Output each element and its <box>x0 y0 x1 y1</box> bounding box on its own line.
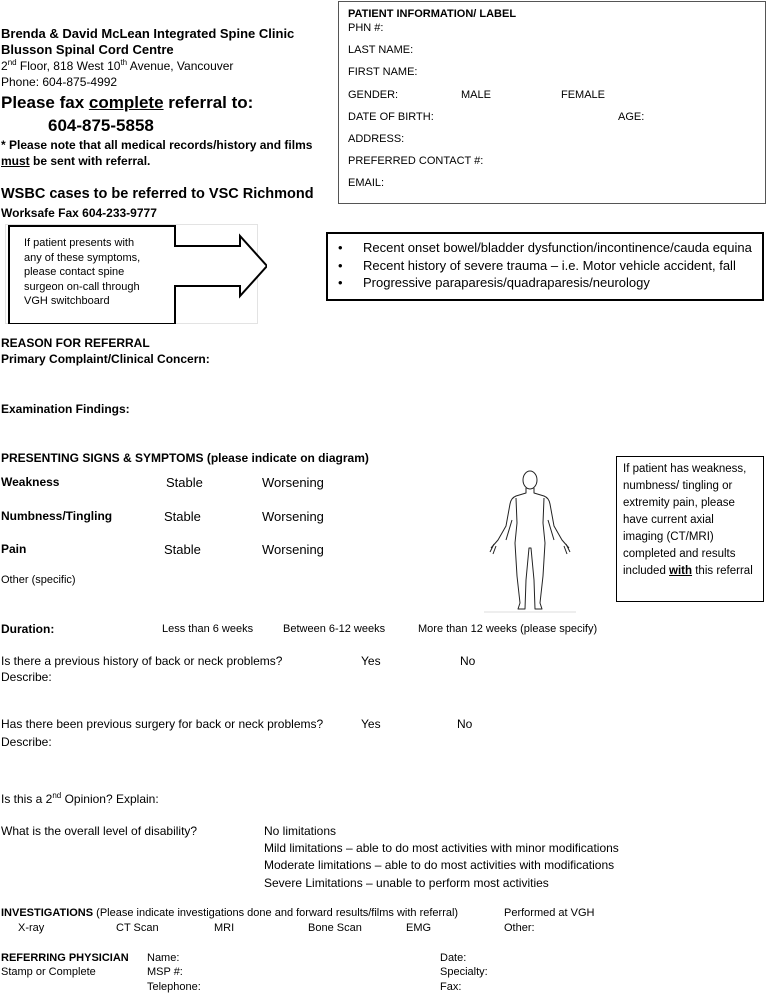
investigation-mri-option[interactable]: MRI <box>214 922 235 934</box>
body-diagram-icon[interactable] <box>484 468 576 614</box>
duration-less-6-option[interactable]: Less than 6 weeks <box>162 623 254 635</box>
duration-label: Duration: <box>1 622 55 636</box>
disability-option[interactable]: Mild limitations – able to do most activities with minor modifications <box>264 841 619 855</box>
physician-specialty-field[interactable]: Specialty: <box>440 966 488 978</box>
weakness-stable-option[interactable]: Stable <box>166 475 203 490</box>
disability-option[interactable]: Severe Limitations – unable to perform most activities <box>264 876 549 890</box>
disability-question: What is the overall level of disability? <box>1 824 198 838</box>
records-note-line2: must be sent with referral. <box>1 154 151 168</box>
investigation-other-field[interactable]: Other: <box>504 922 535 934</box>
imaging-note-box: If patient has weakness, numbness/ tingling or extremity pain, please have current axial imaging (CT/MRI) completed and results included with this referral <box>616 456 764 602</box>
history-yes-option[interactable]: Yes <box>361 654 381 668</box>
wsbc-fax: Worksafe Fax 604-233-9777 <box>1 206 157 220</box>
exam-findings-label: Examination Findings: <box>1 402 130 416</box>
patient-info-box <box>338 1 766 204</box>
performed-at-vgh-option[interactable]: Performed at VGH <box>504 907 595 919</box>
investigation-xray-option[interactable]: X-ray <box>18 922 45 934</box>
other-specific-field[interactable]: Other (specific) <box>1 574 76 586</box>
records-note: * Please note that all medical records/history and films <box>1 138 313 152</box>
phn-field[interactable]: PHN #: <box>348 22 384 34</box>
first-name-field[interactable]: FIRST NAME: <box>348 66 418 78</box>
patient-info-header: PATIENT INFORMATION/ LABEL <box>348 8 517 20</box>
arrow-callout-text: If patient presents with any of these symptoms, please contact spine surgeon on-call through VGH switchboard <box>24 237 141 307</box>
physician-name-field[interactable]: Name: <box>147 952 180 964</box>
age-field[interactable]: AGE: <box>618 111 645 123</box>
history-question: Is there a previous history of back or neck problems? <box>1 654 283 668</box>
clinic-centre: Blusson Spinal Cord Centre <box>1 42 174 57</box>
investigation-ct-option[interactable]: CT Scan <box>116 922 159 934</box>
investigation-emg-option[interactable]: EMG <box>406 922 432 934</box>
physician-fax-field[interactable]: Fax: <box>440 981 462 993</box>
numbness-worsening-option[interactable]: Worsening <box>262 509 324 524</box>
physician-msp-field[interactable]: MSP #: <box>147 966 183 978</box>
signs-title: PRESENTING SIGNS & SYMPTOMS (please indicate on diagram) <box>1 451 369 465</box>
contact-field[interactable]: PREFERRED CONTACT #: <box>348 155 484 167</box>
physician-telephone-field[interactable]: Telephone: <box>147 981 201 993</box>
reason-title: REASON FOR REFERRAL <box>1 336 150 350</box>
duration-6-12-option[interactable]: Between 6-12 weeks <box>283 623 386 635</box>
red-flag-item: • Recent onset bowel/bladder dysfunction/incontinence/cauda equina <box>328 239 762 257</box>
surgery-question: Has there been previous surgery for back or neck problems? <box>1 717 324 731</box>
weakness-label: Weakness <box>1 475 60 489</box>
surgery-yes-option[interactable]: Yes <box>361 717 381 731</box>
clinic-address: 2nd Floor, 818 West 10th Avenue, Vancouver <box>1 58 234 73</box>
history-no-option[interactable]: No <box>460 654 476 668</box>
numbness-label: Numbness/Tingling <box>1 509 113 523</box>
clinic-phone: Phone: 604-875-4992 <box>1 75 118 89</box>
disability-option[interactable]: Moderate limitations – able to do most activities with modifications <box>264 858 615 872</box>
pain-worsening-option[interactable]: Worsening <box>262 542 324 557</box>
last-name-field[interactable]: LAST NAME: <box>348 44 414 56</box>
dob-field[interactable]: DATE OF BIRTH: <box>348 111 434 123</box>
physician-stamp-label: Stamp or Complete <box>1 966 96 978</box>
gender-male-option[interactable]: MALE <box>461 89 491 101</box>
gender-label: GENDER: <box>348 89 399 101</box>
red-flag-item: • Progressive paraparesis/quadraparesis/neurology <box>328 274 762 292</box>
red-flag-item: • Recent history of severe trauma – i.e. Motor vehicle accident, fall <box>328 257 762 275</box>
gender-female-option[interactable]: FEMALE <box>561 89 606 101</box>
surgery-describe-field[interactable]: Describe: <box>1 735 52 749</box>
investigations-title: INVESTIGATIONS (Please indicate investigations done and forward results/films with referral) <box>1 907 459 919</box>
fax-heading: Please fax complete referral to: <box>1 93 254 112</box>
investigation-bone-scan-option[interactable]: Bone Scan <box>308 922 362 934</box>
physician-date-field[interactable]: Date: <box>440 952 467 964</box>
pain-stable-option[interactable]: Stable <box>164 542 201 557</box>
red-flag-box <box>326 232 764 301</box>
disability-option[interactable]: No limitations <box>264 824 337 838</box>
primary-complaint-label: Primary Complaint/Clinical Concern: <box>1 352 210 366</box>
wsbc-title: WSBC cases to be referred to VSC Richmond <box>1 186 314 202</box>
pain-label: Pain <box>1 542 27 556</box>
history-describe-field[interactable]: Describe: <box>1 670 52 684</box>
second-opinion-field[interactable]: Is this a 2nd Opinion? Explain: <box>1 791 159 806</box>
address-field[interactable]: ADDRESS: <box>348 133 405 145</box>
clinic-name: Brenda & David McLean Integrated Spine Clinic <box>1 26 295 41</box>
email-field[interactable]: EMAIL: <box>348 177 385 189</box>
duration-more-12-option[interactable]: More than 12 weeks (please specify) <box>418 623 598 635</box>
surgery-no-option[interactable]: No <box>457 717 473 731</box>
fax-number: 604-875-5858 <box>48 116 154 135</box>
numbness-stable-option[interactable]: Stable <box>164 509 201 524</box>
weakness-worsening-option[interactable]: Worsening <box>262 475 324 490</box>
physician-title: REFERRING PHYSICIAN <box>1 952 129 964</box>
